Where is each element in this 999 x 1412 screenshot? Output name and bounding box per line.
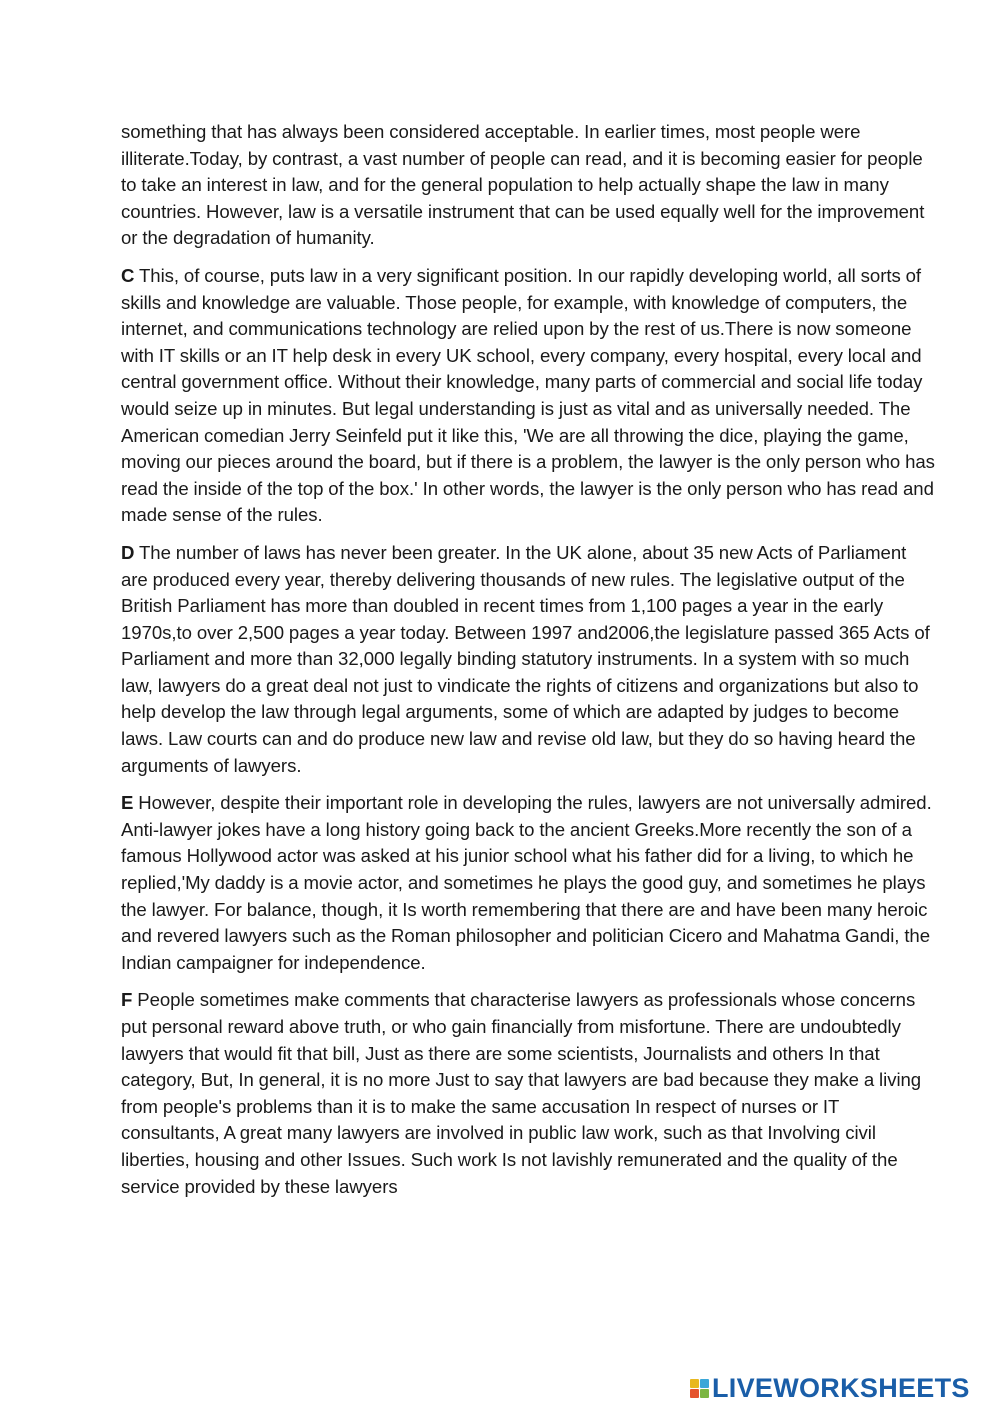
section-e-letter: E [121, 792, 134, 814]
liveworksheets-logo-icon [690, 1379, 709, 1398]
logo-square-3 [690, 1389, 699, 1398]
section-d-paragraph [121, 540, 936, 779]
logo-square-2 [700, 1379, 709, 1388]
section-f-text: People sometimes make comments that characterise lawyers as professionals whose concerns put personal reward above truth, or who gain financially from misfortune. There are undoubtedly lawyers that would fit that bill, Just as there are some scientists, Journalists and others In that category, But, In general, it is no more Just to say that lawyers are bad because they make a living from people's problems than it is to make the same accusation In respect of nurses or IT consultants, A great many lawyers are involved in public law work, such as that Involving civil liberties, housing and other Issues. Such work Is not lavishly remunerated and the quality of the service provided by these lawyers [121, 989, 922, 1197]
section-e-paragraph [121, 790, 936, 976]
worksheet-text [121, 119, 936, 1211]
section-c-text: This, of course, puts law in a very significant position. In our rapidly developing world, all sorts of skills and knowledge are valuable. Those people, for example, with knowledge of computers, the internet, and communications technology are relied upon by the rest of us.There is now someone with IT skills or an IT help desk in every UK school, every company, every hospital, every local and central government office. Without their knowledge, many parts of commercial and social life today would seize up in minutes. But legal understanding is just as vital and as universally needed. The American comedian Jerry Seinfeld put it like this, 'We are all throwing the dice, playing the game, moving our pieces around the board, but if there is a problem, the lawyer is the only person who has read the inside of the top of the box.' In other words, the lawyer is the only person who has read and made sense of the rules. [121, 264, 935, 526]
section-e-text: However, despite their important role in developing the rules, lawyers are not universally admired. Anti-lawyer jokes have a long history going back to the ancient Greeks.More recently the son of a famous Hollywood actor was asked at his junior school what his father did for a living, to which he replied,'My daddy is a movie actor, and sometimes he plays the good guy, and sometimes he plays the lawyer. For balance, though, it Is worth remembering that there are and have been many heroic and revered lawyers such as the Roman philosopher and politician Cicero and Mahatma Gandi, the Indian campaigner for independence. [121, 792, 932, 973]
section-c-paragraph [121, 263, 936, 529]
liveworksheets-logo [690, 1374, 970, 1402]
logo-square-1 [690, 1379, 699, 1388]
intro-paragraph: something that has always been considered acceptable. In earlier times, most people were illiterate.Today, by contrast, a vast number of people can read, and it is becoming easier for people to take an interest in law, and for the general population to help actually shape the law in many countries. However, law is a versatile instrument that can be used equally well for the improvement or the degradation of humanity. [121, 121, 925, 249]
logo-text: LIVEWORKSHEETS [712, 1372, 970, 1403]
section-d-letter: D [121, 541, 135, 563]
section-d-text: The number of laws has never been greater. In the UK alone, about 35 new Acts of Parliament are produced every year, thereby delivering thousands of new rules. The legislative output of the British Parliament has more than doubled in recent times from 1,100 pages a year in the early 1970s,to over 2,500 pages a year today. Between 1997 and2006,the legislature passed 365 Acts of Parliament and more than 32,000 legally binding statutory instruments. In a system with so much law, lawyers do a great deal not just to vindicate the rights of citizens and organizations but also to help develop the law through legal arguments, some of which are adapted by judges to become laws. Law courts can and do produce new law and revise old law, but they do so having heard the arguments of lawyers. [121, 541, 930, 776]
logo-square-4 [700, 1389, 709, 1398]
section-f-letter: F [121, 989, 133, 1011]
section-c-letter: C [121, 264, 135, 286]
section-f-paragraph [121, 987, 936, 1200]
